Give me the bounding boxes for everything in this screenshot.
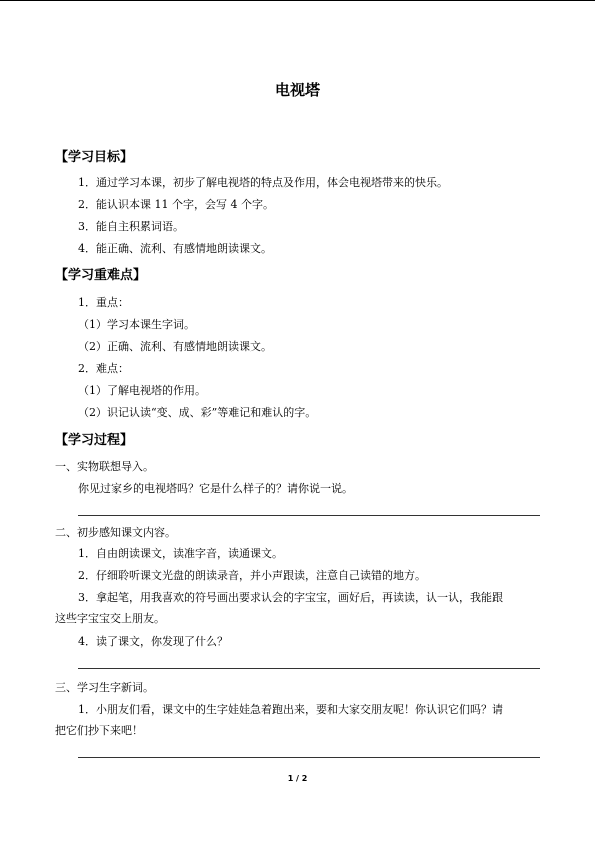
keypoint-item: 2．难点： [78, 362, 129, 375]
page-title: 电视塔 [274, 81, 320, 99]
part2-item: 这些字宝宝交上朋友。 [55, 612, 165, 625]
part1-title: 一、实物联想导入。 [55, 460, 154, 473]
goal-item: 1．通过学习本课，初步了解电视塔的特点及作用，体会电视塔带来的快乐。 [78, 176, 448, 189]
part2-item: 2．仔细聆听课文光盘的朗读录音，并小声跟读，注意自己读错的地方。 [78, 569, 426, 582]
part3-item: 把它们抄下来吧！ [55, 724, 143, 737]
part2-item: 4．读了课文，你发现了什么？ [78, 635, 228, 648]
part1-text: 你见过家乡的电视塔吗？它是什么样子的？请你说一说。 [78, 482, 353, 495]
answer-line[interactable] [78, 515, 540, 516]
answer-line[interactable] [78, 757, 540, 758]
part3-title: 三、学习生字新词。 [55, 681, 154, 694]
goals-heading: 【学习目标】 [55, 150, 134, 165]
keypoint-item: 1．重点： [78, 296, 129, 309]
part3-item: 1．小朋友们看，课文中的生字娃娃急着跑出来，要和大家交朋友呢！你认识它们吗？请 [78, 703, 503, 716]
goal-item: 3．能自主积累词语。 [78, 220, 184, 233]
keypoint-item: （2）识记认读“变、成、彩”等难记和难认的字。 [78, 406, 317, 419]
answer-line[interactable] [78, 668, 540, 669]
part2-item: 1．自由朗读课文，读准字音，读通课文。 [78, 547, 283, 560]
keypoint-item: （2）正确、流利、有感情地朗读课文。 [78, 340, 272, 353]
goal-item: 4．能正确、流利、有感情地朗读课文。 [78, 242, 272, 255]
goal-item: 2．能认识本课 11 个字，会写 4 个字。 [78, 198, 274, 211]
top-rule [0, 0, 595, 1]
keypoint-item: （1）了解电视塔的作用。 [78, 384, 206, 397]
keypoint-item: （1）学习本课生字词。 [78, 318, 195, 331]
part2-item: 3．拿起笔，用我喜欢的符号画出要求认会的字宝宝，画好后，再读读，认一认，我能跟 [78, 591, 503, 604]
part2-title: 二、初步感知课文内容。 [55, 526, 176, 539]
page-number: 1 / 2 [287, 774, 308, 783]
process-heading: 【学习过程】 [55, 433, 134, 448]
keypoints-heading: 【学习重难点】 [55, 268, 147, 283]
